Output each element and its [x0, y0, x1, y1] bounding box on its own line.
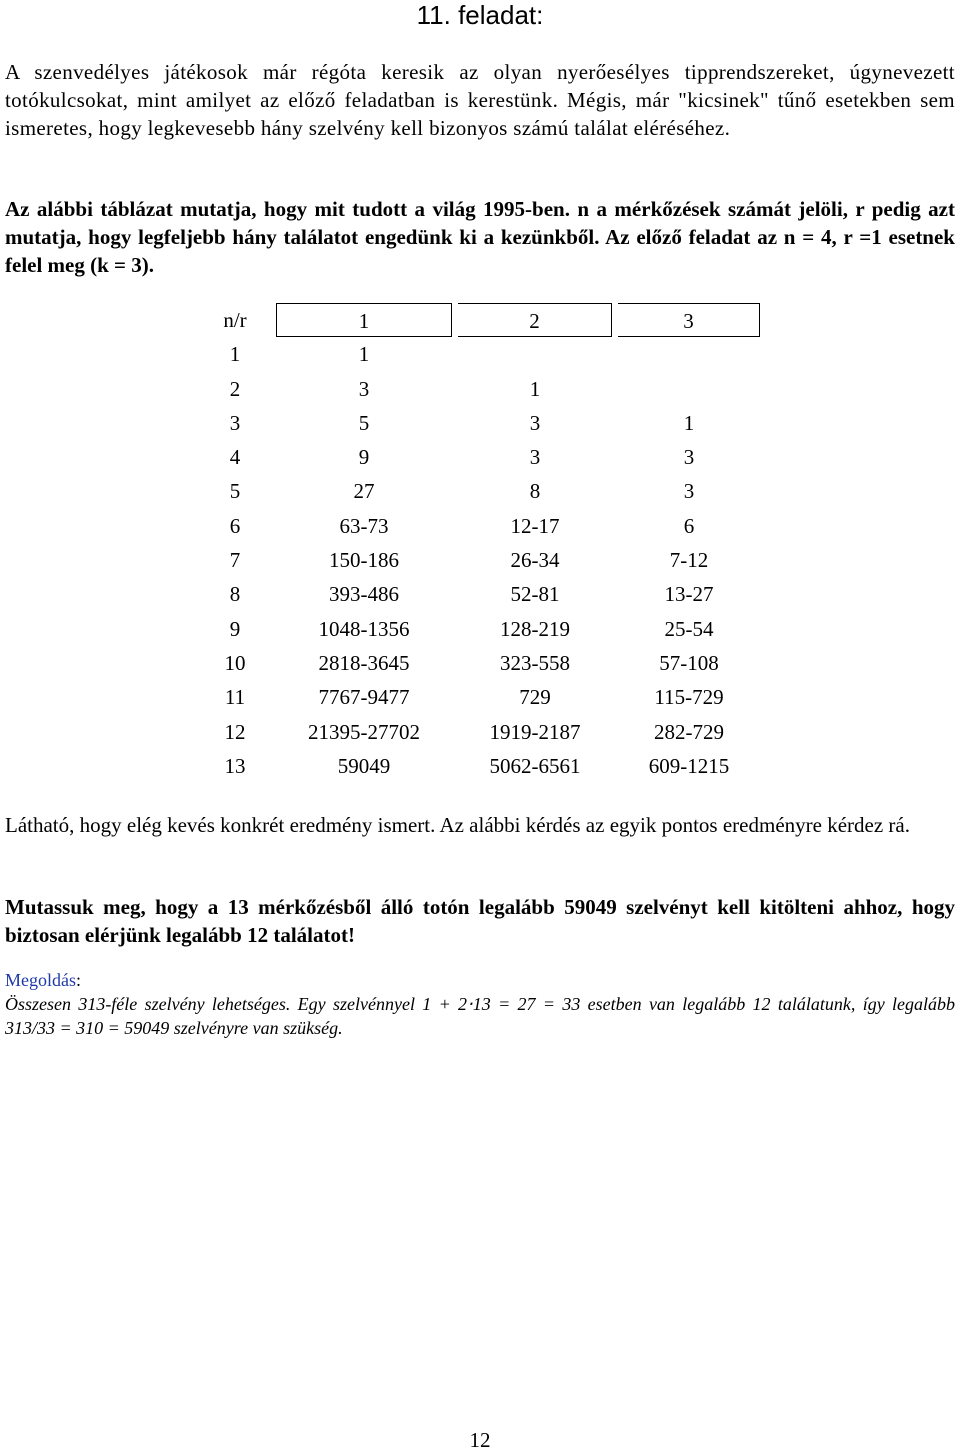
table-row: [200, 749, 760, 783]
table-value-cell: [618, 337, 760, 371]
table-value-cell: 3: [683, 445, 695, 470]
table-row-n-cell: 2: [229, 376, 241, 401]
table-row: [200, 543, 760, 577]
task-statement-paragraph: Mutassuk meg, hogy a 13 mérkőzésből álló totón legalább 59049 szelvényt kell kitölteni ahhoz, hogy biztosan elérjünk legalább 12 találatot!: [5, 895, 955, 947]
table-value-cell: 6: [683, 513, 695, 538]
table-value-cell: 3: [358, 376, 370, 401]
solution-text: Összesen 313-féle szelvény lehetséges. Egy szelvénnyel 1 + 2⋅13 = 27 = 33 esetben van legalább 12 találatunk, így legalább 313/33 = 310 = 59049 szelvényre van szükség.: [5, 994, 955, 1038]
table-row: [200, 509, 760, 543]
table-row: [200, 474, 760, 508]
table-row: [200, 646, 760, 680]
table-value-cell: 5062-6561: [489, 753, 581, 778]
table-value-cell: 282-729: [654, 719, 724, 744]
solution-colon: :: [76, 970, 82, 990]
table-row: [200, 612, 760, 646]
table-row: [200, 372, 760, 406]
table-row-n-cell: 6: [229, 513, 241, 538]
table-row-n-cell: 7: [229, 548, 241, 573]
table-value-cell: 393-486: [329, 582, 399, 607]
table-row-n-cell: 10: [224, 650, 246, 675]
table-value-cell: 3: [683, 479, 695, 504]
table-row: [200, 406, 760, 440]
table-value-cell: 57-108: [659, 650, 719, 675]
table-value-cell: 27: [353, 479, 375, 504]
intro-paragraph: A szenvedélyes játékosok már régóta keresik az olyan nyerőesélyes tipprendszereket, úgynevezett totókulcsokat, mint amilyet az előző feladatban is kerestünk. Mégis, már "kicsinek" tűnő esetekben sem ismeretes, hogy legkevesebb hány szelvény kell bizonyos számú találat eléréséhez.: [5, 60, 955, 140]
table-row: [200, 715, 760, 749]
table-value-cell: [458, 337, 612, 371]
table-header-cell: 2: [458, 303, 612, 337]
table-value-cell: 8: [529, 479, 541, 504]
table-row-n-cell: 3: [229, 410, 241, 435]
table-row-n-cell: 13: [224, 753, 246, 778]
table-description-paragraph: Az alábbi táblázat mutatja, hogy mit tudott a világ 1995-ben. n a mérkőzések számát jelöli, r pedig azt mutatja, hogy legfeljebb hány találatot engedünk ki a kezünkből. Az előző feladat az n = 4, r =1 esetnek felel meg (k = 3).: [5, 197, 955, 277]
table-value-cell: 1048-1356: [318, 616, 410, 641]
table-row-n-cell: 11: [224, 685, 246, 710]
page-number: 12: [469, 1428, 491, 1452]
table-value-cell: 13-27: [664, 582, 714, 607]
table-value-cell: 63-73: [339, 513, 389, 538]
table-row: [200, 680, 760, 714]
table-value-cell: 150-186: [329, 548, 399, 573]
table-value-cell: 128-219: [500, 616, 570, 641]
table-value-cell: 3: [529, 410, 541, 435]
table-value-cell: 59049: [337, 753, 391, 778]
table-value-cell: 1: [683, 410, 695, 435]
table-value-cell: 12-17: [510, 513, 560, 538]
table-value-cell: 5: [358, 410, 370, 435]
page-title: 11. feladat:: [416, 0, 544, 30]
observation-paragraph: Látható, hogy elég kevés konkrét eredmény ismert. Az alábbi kérdés az egyik pontos eredményre kérdez rá.: [5, 813, 910, 837]
results-table: [200, 303, 760, 783]
table-value-cell: 323-558: [500, 650, 570, 675]
table-value-cell: 1: [529, 376, 541, 401]
table-value-cell: 9: [358, 445, 370, 470]
table-row-n-cell: 5: [229, 479, 241, 504]
solution-label: Megoldás: [5, 970, 76, 990]
table-row-n-cell: 8: [229, 582, 241, 607]
table-value-cell: 26-34: [510, 548, 560, 573]
table-row-n-cell: 9: [229, 616, 241, 641]
table-value-cell: 729: [519, 685, 551, 710]
table-header-row: [200, 303, 760, 337]
table-value-cell: 2818-3645: [318, 650, 410, 675]
table-value-cell: 609-1215: [648, 753, 730, 778]
table-value-cell: 1: [358, 342, 370, 367]
solution-block: [5, 968, 955, 1040]
table-row: [200, 337, 760, 371]
table-value-cell: [618, 372, 760, 406]
table-value-cell: 52-81: [510, 582, 560, 607]
table-header-cell: n/r: [223, 308, 247, 332]
table-value-cell: 25-54: [664, 616, 714, 641]
table-row: [200, 440, 760, 474]
table-header-cell: 3: [618, 303, 760, 337]
table-row-n-cell: 1: [229, 342, 241, 367]
table-value-cell: 3: [529, 445, 541, 470]
table-value-cell: 21395-27702: [308, 719, 420, 744]
table-value-cell: 115-729: [654, 685, 724, 710]
table-row: [200, 577, 760, 611]
table-row-n-cell: 4: [229, 445, 241, 470]
table-value-cell: 7-12: [669, 548, 709, 573]
table-row-n-cell: 12: [224, 719, 246, 744]
table-value-cell: 1919-2187: [489, 719, 581, 744]
table-value-cell: 7767-9477: [318, 685, 410, 710]
table-header-cell: 1: [276, 303, 452, 337]
